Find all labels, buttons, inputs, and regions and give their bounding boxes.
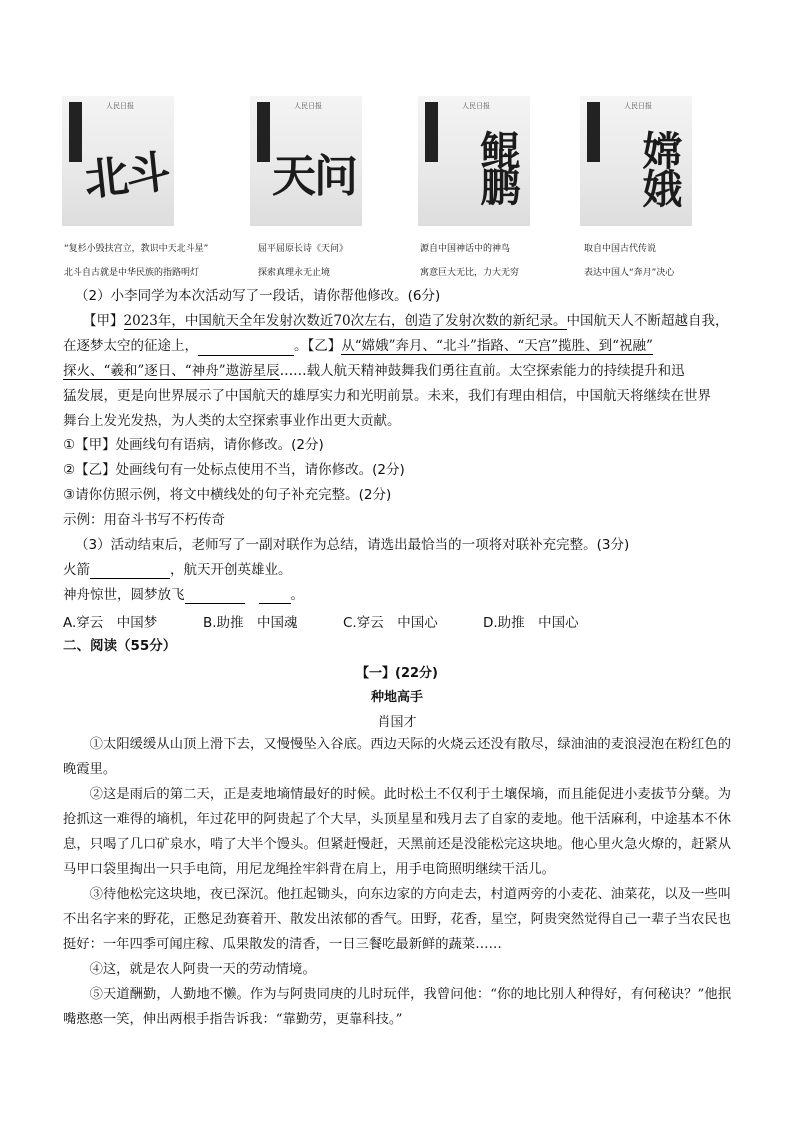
article-paragraph-5: ⑤天道酬勤，人勤地不懒。作为与阿贵同庚的儿时玩伴，我曾问他：“你的地比别人种得好，有何秘诀？”他抿嘴憨憨一笑，伸出两根手指告诉我：“靠勤劳，更靠科技。” <box>63 987 731 1027</box>
fill-in-blank[interactable] <box>198 341 294 356</box>
couplet-line-1: 火箭 ，航天开创英雄业。 <box>63 562 292 578</box>
q2-example: 示例：用奋斗书写不朽传奇 <box>63 512 225 528</box>
q2-paragraph-line-4: 猛发展，更是向世界展示了中国航天的雄厚实力和光明前景。未来，我们有理由相信，中国航天将继续在世界 <box>63 388 711 404</box>
reading-part-label: 【一】(22分) <box>356 666 438 681</box>
q2-paragraph-line-3: 探火、“羲和”逐日、“神舟”遨游星辰……载人航天精神鼓舞我们勇往直前。太空探索能力的持续提升和迅 <box>63 363 685 379</box>
poster-caption: 屈平屈原长诗《天问》 <box>258 244 349 254</box>
q2-paragraph-line-1: 【甲】2023年，中国航天全年发射次数近70次左右，创造了发射次数的新纪录。中国航天人不断超越自我， <box>83 313 729 329</box>
article-paragraph-1: ①太阳缓缓从山顶上滑下去，又慢慢坠入谷底。西边天际的火烧云还没有散尽，绿油油的麦浪浸泡在粉红色的晚霞里。 <box>63 737 731 777</box>
article-title: 种地高手 <box>370 690 423 705</box>
q2-subquestion-2: ②【乙】处画线句有一处标点使用不当，请你修改。(2分) <box>63 462 405 478</box>
article-paragraph-3: ③待他松完这块地，夜已深沉。他扛起锄头，向东边家的方向走去，村道两旁的小麦花、油菜花，以及一些叫不出名字来的野花，正憋足劲赛着开、散发出浓郁的香气。田野，花香，星空，阿贵突然觉得自己一辈子当农民也挺好：一年四季可闻庄稼、瓜果散发的清香，一日三餐吃最新鲜的蔬菜…… <box>63 887 731 952</box>
option-c[interactable]: C.穿云 中国心 <box>343 615 438 631</box>
article-paragraph-2: ②这是雨后的第二天，正是麦地墒情最好的时候。此时松土不仅利于土壤保墒，而且能促进小麦拔节分蘖。为抢抓这一难得的墒机，年过花甲的阿贵起了个大早，头顶星星和残月去了自家的麦地。他干活麻利，中途基本不休息，只喝了几口矿泉水，啃了大半个馒头。但紧赶慢赶，天黑前还是没能松完这块地。他心里火急火燎的，赶紧从马甲口袋里掏出一只手电筒，用尼龙绳拴牢斜背在肩上，用手电筒照明继续干活儿。 <box>63 787 731 877</box>
fill-in-blank[interactable] <box>185 589 245 604</box>
poster-caption: 北斗自古就是中华民族的指路明灯 <box>64 268 200 278</box>
poster-caption: 源自中国神话中的神鸟 <box>420 244 511 254</box>
poster-kunpeng: 人民日报 鲲鹏 <box>418 96 530 226</box>
fill-in-blank[interactable] <box>90 564 170 579</box>
section-heading: 二、阅读（55分） <box>63 638 177 654</box>
poster-caption: 取自中国古代传说 <box>584 244 657 254</box>
poster-caption: 表达中国人“奔月”决心 <box>584 268 675 278</box>
q2-paragraph-line-2: 在逐梦太空的征途上， 。【乙】从“嫦娥”奔月、“北斗”指路、“天宫”揽胜、到“祝融” <box>63 338 653 354</box>
option-a[interactable]: A.穿云 中国梦 <box>63 615 158 631</box>
fill-in-blank[interactable] <box>259 589 291 604</box>
q2-subquestion-3: ③请你仿照示例，将文中横线处的句子补充完整。(2分) <box>63 487 392 503</box>
poster-caption: “复杉小毁扶宫立，教识中天北斗星” <box>64 244 209 254</box>
article-author: 肖国才 <box>377 715 417 730</box>
option-b[interactable]: B.助推 中国魂 <box>203 615 298 631</box>
poster-change: 人民日报 嫦娥 <box>580 96 692 226</box>
question-3-prompt: （3）活动结束后，老师写了一副对联作为总结，请选出最恰当的一项将对联补充完整。(3分) <box>75 537 630 553</box>
article-paragraph-4: ④这，就是农人阿贵一天的劳动情境。 <box>89 962 316 977</box>
q2-subquestion-1: ①【甲】处画线句有语病，请你修改。(2分) <box>63 437 324 453</box>
poster-caption: 寓意巨大无比，力大无穷 <box>420 268 520 278</box>
question-2-prompt: （2）小李同学为本次活动写了一段话，请你帮他修改。(6分) <box>75 288 441 304</box>
q2-paragraph-line-5: 舞台上发光发热，为人类的太空探索事业作出更大贡献。 <box>63 413 401 429</box>
option-d[interactable]: D.助推 中国心 <box>483 615 579 631</box>
couplet-line-2: 神舟惊世，圆梦放飞 。 <box>63 587 304 603</box>
poster-beidou: 人民日报 北斗 <box>62 96 174 226</box>
poster-caption: 探索真理永无止境 <box>258 268 331 278</box>
poster-tianwen: 人民日报 天问 <box>250 96 362 226</box>
